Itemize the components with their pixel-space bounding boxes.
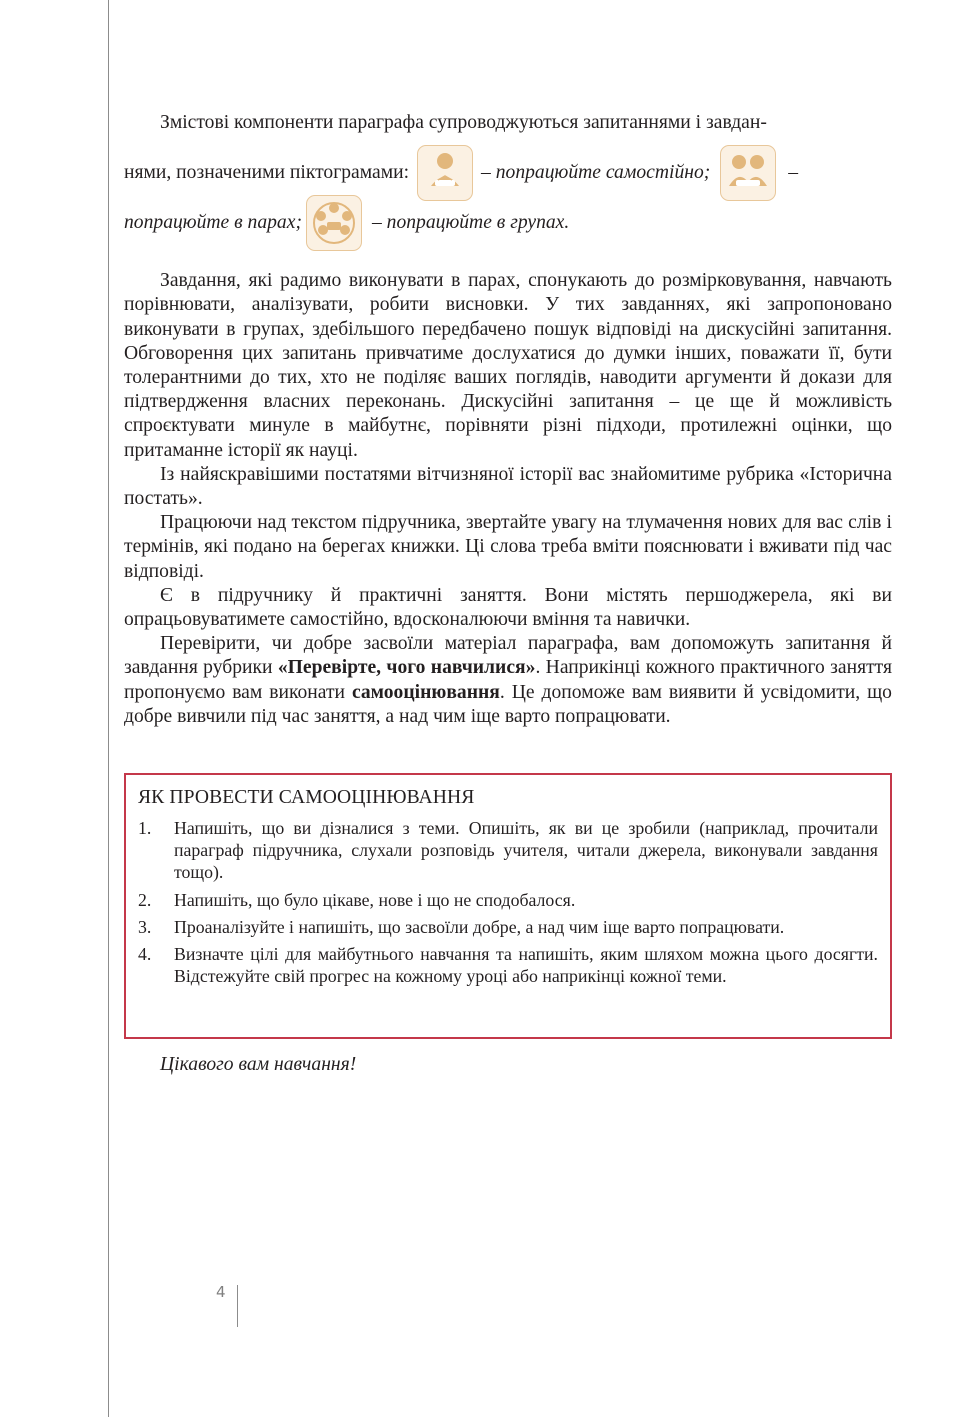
list-item: 1. Напишіть, що ви дізналися з теми. Опишіть, як ви це зробили (наприклад, прочитали параграф підручника, слухали розповідь учителя, читали джерела, виконували завдання тощо). bbox=[138, 818, 878, 883]
pairs-label: попрацюйте в парах bbox=[124, 212, 296, 234]
list-item: 4. Визначте цілі для майбутнього навчання та напишіть, яким шляхом можна цього досягти. Відстежуйте свій прогрес на кожному уроці або наприкінці кожної теми. bbox=[138, 944, 878, 987]
work-in-groups-icon bbox=[306, 195, 362, 251]
pairs-dash: – bbox=[788, 162, 799, 184]
groups-label: – попрацюйте в групах. bbox=[371, 212, 570, 234]
list-item: 3. Проаналізуйте і напишіть, що засвоїли добре, а над чим іще варто попрацювати. bbox=[138, 916, 785, 937]
self-assessment-term: самооцінювання bbox=[351, 681, 500, 703]
pictogram-line-2 bbox=[124, 195, 892, 251]
paragraph-practical-lessons: Є в підручнику й практичні заняття. Вони містять першоджерела, які ви опрацьовуватимете самостійно, вдосконалюючи вміння та навички. bbox=[124, 584, 892, 631]
list-item: 2. Напишіть, що було цікаве, нове і що не сподобалося. bbox=[138, 889, 576, 910]
work-alone-icon bbox=[417, 145, 473, 201]
paragraph-terms: Працюючи над текстом підручника, звертайте увагу на тлумачення нових для вас слів і термінів, які подано на берегах книжки. Ці слова треба вміти пояснювати і вживати під час відповіді. bbox=[124, 512, 892, 582]
pictogram-line-1 bbox=[124, 145, 892, 201]
self-assessment-steps bbox=[138, 817, 878, 987]
work-in-pairs-icon bbox=[720, 145, 776, 201]
self-assessment-box bbox=[124, 773, 892, 1039]
intro-line-1: Змістові компоненти параграфа супроводжуються запитаннями і завдан- bbox=[160, 112, 767, 133]
paragraph-pairs-groups: Завдання, які радимо виконувати в парах, спонукають до розмірковування, навчають порівнювати, аналізувати, робити висновки. У тих завданнях, які запропоновано виконувати в групах, здебільшого передбачено пошук відповіді на дискусійні запитання. Обговорення цих запитань привчатиме дослухатися до думки інших, поважати її, бути толерантними до тих, хто не поділяє ваших поглядів, наводити аргументи й докази для підтвердження власних переконань. Дискусійні запитання – це ще й можливість спроєктувати минуле в майбутнє, порівняти різні підходи, протилежні оцінки, що притаманне історії як науці. bbox=[124, 270, 892, 461]
page-number-rule bbox=[237, 1285, 238, 1327]
box-title: ЯК ПРОВЕСТИ САМООЦІНЮВАННЯ bbox=[138, 787, 475, 808]
solo-label: – попрацюйте самостійно bbox=[481, 162, 704, 184]
paragraph-historical-figure: Із найяскравішими постатями вітчизняної історії вас знайомитиме рубрика «Історична постать». bbox=[124, 463, 892, 510]
page-number: 4 bbox=[216, 1283, 226, 1301]
intro-line-2-prefix: нями, позначеними піктограмами: bbox=[124, 162, 410, 184]
margin-rule bbox=[108, 0, 109, 1417]
rubric-name: «Перевірте, чого навчилися» bbox=[277, 657, 536, 679]
closing-wish: Цікавого вам навчання! bbox=[160, 1054, 357, 1075]
main-text bbox=[124, 111, 892, 729]
paragraph-self-assessment: Перевірити, чи добре засвоїли матеріал параграфа, вам допоможуть запитання й завдання рубрики «Перевірте, чого навчилися». Наприкінці кожного практичного заняття пропонуємо вам виконати самооцінювання. Це допоможе вам виявити й усвідомити, що добре вивчили під час заняття, а над чим іще варто попрацювати. bbox=[124, 633, 892, 727]
pairs-semicolon: ; bbox=[295, 212, 302, 234]
solo-semicolon: ; bbox=[703, 162, 711, 184]
